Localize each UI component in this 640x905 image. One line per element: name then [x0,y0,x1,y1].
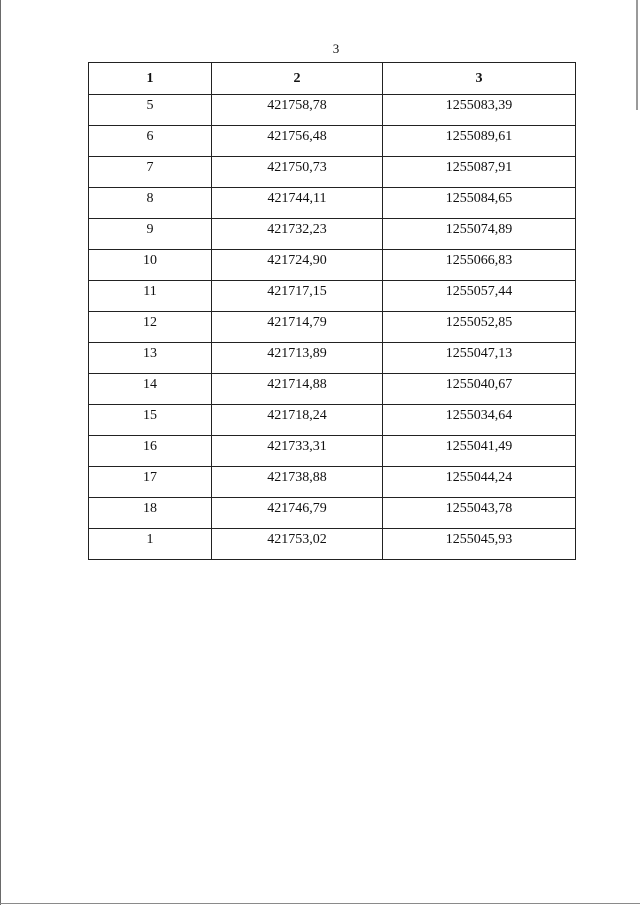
x-coordinate-cell [212,188,383,219]
y-coordinate: 1255040,67 [445,377,513,392]
table-row [89,374,576,405]
y-coordinate: 1255044,24 [445,470,513,485]
point-number: 13 [143,346,157,361]
point-number-cell [89,405,212,436]
x-coordinate-cell [212,219,383,250]
point-number-cell [89,281,212,312]
y-coordinate-cell [383,374,576,405]
x-coordinate: 421732,23 [267,222,327,237]
point-number: 16 [143,439,157,454]
x-coordinate: 421713,89 [267,346,327,361]
y-coordinate: 1255066,83 [445,253,513,268]
y-coordinate-cell [383,126,576,157]
point-number-cell [89,436,212,467]
point-number: 8 [146,191,154,206]
x-coordinate-cell [212,498,383,529]
x-coordinate-cell [212,281,383,312]
point-number: 7 [146,160,154,175]
x-coordinate: 421750,73 [267,160,327,175]
point-number-cell [89,312,212,343]
x-coordinate-cell [212,467,383,498]
point-number: 5 [146,98,154,113]
table-row [89,436,576,467]
x-coordinate: 421756,48 [267,129,327,144]
point-number-cell [89,126,212,157]
x-coordinate: 421744,11 [267,191,327,206]
table-header-row [89,63,576,95]
y-coordinate-cell [383,343,576,374]
point-number-cell [89,498,212,529]
coordinates-table [88,62,576,560]
point-number: 17 [143,470,157,485]
page-number: 3 [332,41,340,56]
point-number: 14 [143,377,157,392]
table-row [89,467,576,498]
point-number: 10 [143,253,157,268]
y-coordinate: 1255074,89 [445,222,513,237]
point-number: 1 [146,532,154,547]
y-coordinate-cell [383,498,576,529]
point-number: 11 [143,284,157,299]
y-coordinate: 1255041,49 [445,439,513,454]
x-coordinate-cell [212,126,383,157]
y-coordinate-cell [383,436,576,467]
point-number-cell [89,529,212,560]
x-coordinate: 421714,79 [267,315,327,330]
table-row [89,281,576,312]
point-number: 15 [143,408,157,423]
x-coordinate-cell [212,250,383,281]
y-coordinate: 1255045,93 [445,532,513,547]
y-coordinate-cell [383,467,576,498]
y-coordinate-cell [383,312,576,343]
y-coordinate: 1255084,65 [445,191,513,206]
scan-left-edge [0,0,1,905]
y-coordinate-cell [383,250,576,281]
x-coordinate-cell [212,157,383,188]
y-coordinate-cell [383,219,576,250]
y-coordinate-cell [383,529,576,560]
table-row [89,219,576,250]
x-coordinate: 421717,15 [267,284,327,299]
x-coordinate: 421733,31 [267,439,327,454]
x-coordinate: 421746,79 [267,501,327,516]
y-coordinate-cell [383,188,576,219]
point-number-cell [89,250,212,281]
y-coordinate: 1255089,61 [445,129,513,144]
x-coordinate-cell [212,343,383,374]
table-row [89,312,576,343]
x-coordinate: 421753,02 [267,532,327,547]
point-number-cell [89,157,212,188]
table-row [89,157,576,188]
table-row [89,95,576,126]
point-number-cell [89,219,212,250]
y-coordinate: 1255057,44 [445,284,513,299]
x-coordinate: 421718,24 [267,408,327,423]
x-coordinate-cell [212,436,383,467]
point-number: 12 [143,315,157,330]
y-coordinate-cell [383,95,576,126]
table-row [89,529,576,560]
y-coordinate: 1255087,91 [445,160,513,175]
x-coordinate: 421724,90 [267,253,327,268]
point-number-cell [89,188,212,219]
x-coordinate-cell [212,312,383,343]
table-row [89,188,576,219]
point-number-cell [89,374,212,405]
point-number: 6 [146,129,154,144]
x-coordinate: 421738,88 [267,470,327,485]
x-coordinate-cell [212,374,383,405]
scan-bottom-edge [0,903,640,904]
y-coordinate: 1255047,13 [445,346,513,361]
header-col-1: 1 [89,63,212,95]
y-coordinate: 1255043,78 [445,501,513,516]
table-row [89,343,576,374]
x-coordinate-cell [212,529,383,560]
y-coordinate: 1255083,39 [445,98,513,113]
point-number-cell [89,467,212,498]
x-coordinate: 421758,78 [267,98,327,113]
table-row [89,250,576,281]
x-coordinate: 421714,88 [267,377,327,392]
table-row [89,498,576,529]
table-row [89,126,576,157]
x-coordinate-cell [212,95,383,126]
table-row [89,405,576,436]
x-coordinate-cell [212,405,383,436]
point-number-cell [89,95,212,126]
y-coordinate-cell [383,281,576,312]
header-col-2: 2 [212,63,383,95]
y-coordinate-cell [383,405,576,436]
y-coordinate: 1255034,64 [445,408,513,423]
header-col-3: 3 [383,63,576,95]
point-number: 18 [143,501,157,516]
point-number: 9 [146,222,154,237]
point-number-cell [89,343,212,374]
y-coordinate-cell [383,157,576,188]
y-coordinate: 1255052,85 [445,315,513,330]
